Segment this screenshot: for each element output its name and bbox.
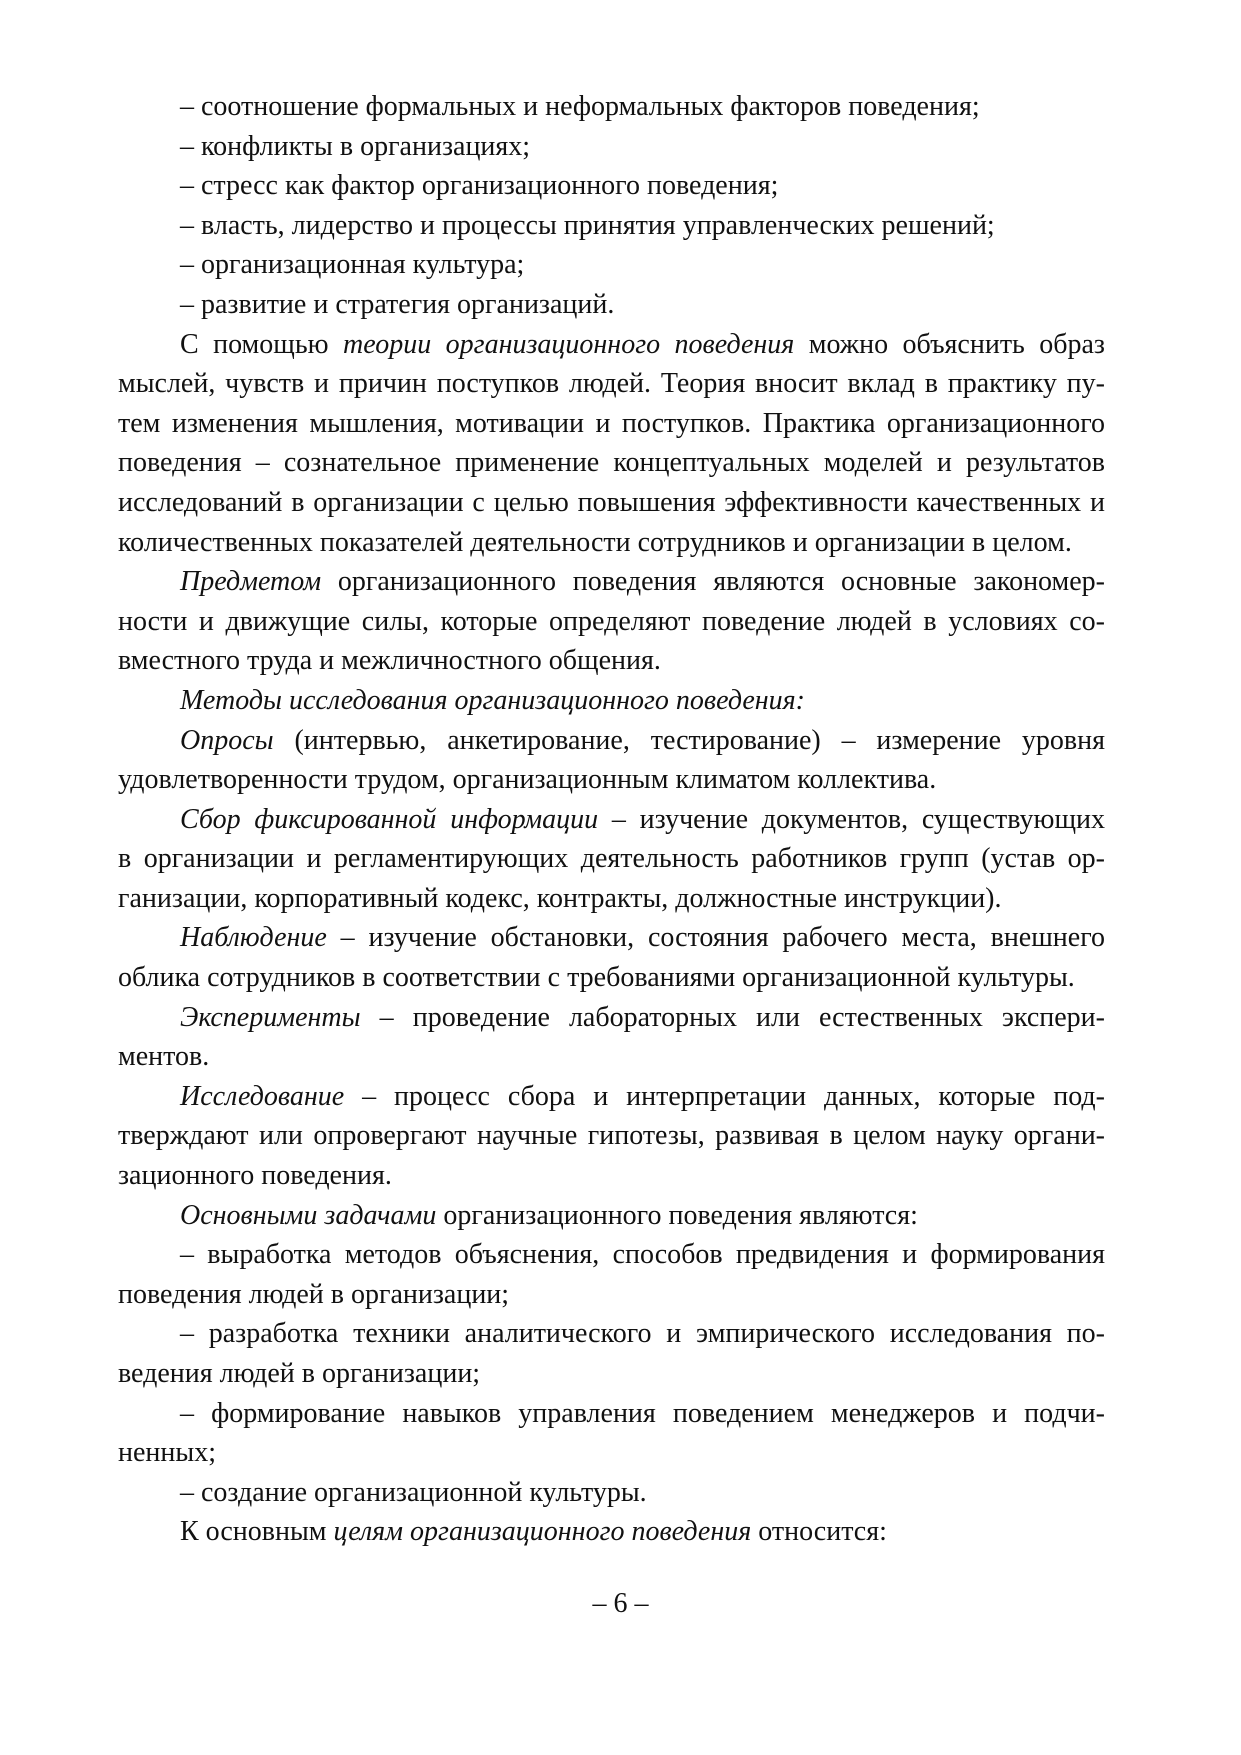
text-line (118, 760, 1105, 800)
text-segment: К основным (180, 1516, 334, 1548)
text-segment: поведения людей в организации; (118, 1278, 510, 1310)
text-line (118, 166, 1105, 206)
text-segment: – изучение обстановки, состояния рабочего места, внешнего (326, 922, 1105, 954)
italic-term: Сбор фиксированной информации (180, 803, 599, 835)
italic-term: Наблюдение (180, 922, 327, 954)
italic-term: Предметом (180, 566, 322, 598)
text-segment: тверждают или опровергают научные гипотезы, развивая в целом науку органи- (118, 1120, 1105, 1152)
text-line (118, 1394, 1105, 1434)
text-line (118, 879, 1105, 919)
text-segment: ганизации, корпоративный кодекс, контракты, должностные инструкции). (118, 882, 1002, 914)
text-line (118, 1196, 1105, 1236)
text-segment: ментов. (118, 1041, 210, 1073)
text-segment: – развитие и стратегия организаций. (180, 288, 615, 320)
text-line (118, 127, 1105, 167)
text-line (118, 562, 1105, 602)
text-line (118, 918, 1105, 958)
text-line (118, 1116, 1105, 1156)
text-line (118, 681, 1105, 721)
text-line (118, 641, 1105, 681)
text-segment: зационного поведения. (118, 1160, 392, 1192)
text-line (118, 1275, 1105, 1315)
italic-term: целям организационного поведения (333, 1516, 752, 1548)
text-segment: – организационная культура; (180, 249, 525, 281)
text-line (118, 1235, 1105, 1275)
text-line (118, 364, 1105, 404)
text-segment: облика сотрудников в соответствии с требованиями организационной культуры. (118, 962, 1075, 994)
text-segment: – стресс как фактор организационного поведения; (180, 170, 779, 202)
text-segment: удовлетворенности трудом, организационным климатом коллектива. (118, 764, 937, 796)
text-line (118, 1156, 1105, 1196)
italic-term: Опросы (180, 724, 274, 756)
text-line (118, 87, 1105, 127)
italic-term: Исследование (180, 1080, 345, 1112)
text-line (118, 1077, 1105, 1117)
text-segment: (интервью, анкетирование, тестирование) – измерение уровня (273, 724, 1105, 756)
text-line (118, 443, 1105, 483)
text-line (118, 245, 1105, 285)
text-segment: – конфликты в организациях; (180, 130, 531, 162)
italic-term: Методы исследования организационного поведения: (180, 684, 805, 716)
text-segment: – соотношение формальных и неформальных факторов поведения; (180, 91, 980, 122)
text-line (118, 206, 1105, 246)
text-line (118, 1037, 1105, 1077)
text-segment: организационного поведения являются основные закономер- (321, 566, 1105, 598)
text-segment: исследований в организации с целью повышения эффективности качественных и (118, 486, 1105, 518)
text-line (118, 1354, 1105, 1394)
text-segment: – изучение документов, существующих (598, 803, 1105, 835)
text-line (118, 1433, 1105, 1473)
text-line (118, 721, 1105, 761)
text-segment: организационного поведения являются: (436, 1199, 918, 1231)
italic-term: Основными задачами (180, 1199, 437, 1231)
italic-term: Эксперименты (180, 1001, 361, 1033)
text-line (118, 998, 1105, 1038)
text-line (118, 483, 1105, 523)
text-line (118, 1473, 1105, 1513)
text-segment: – создание организационной культуры. (180, 1476, 647, 1508)
text-line (118, 523, 1105, 563)
text-segment: вместного труда и межличностного общения. (118, 645, 661, 677)
text-line (118, 800, 1105, 840)
text-line (118, 404, 1105, 444)
text-line (118, 1314, 1105, 1354)
text-segment: количественных показателей деятельности сотрудников и организации в целом. (118, 526, 1072, 558)
text-line (118, 602, 1105, 642)
text-line (118, 285, 1105, 325)
page-body (118, 0, 1105, 1552)
text-segment: – разработка техники аналитического и эмпирического исследования по- (180, 1318, 1105, 1350)
text-segment: можно объяснить образ (794, 328, 1105, 360)
text-segment: – власть, лидерство и процессы принятия управленческих решений; (180, 209, 995, 241)
text-segment: ности и движущие силы, которые определяют поведение людей в условиях со- (118, 605, 1105, 637)
text-segment: мыслей, чувств и причин поступков людей. Теория вносит вклад в практику пу- (118, 368, 1105, 400)
text-segment: в организации и регламентирующих деятельность работников групп (устав ор- (118, 843, 1105, 875)
italic-term: теории организационного поведения (342, 328, 795, 360)
text-segment: – выработка методов объяснения, способов предвидения и формирования (180, 1239, 1105, 1271)
text-segment: ведения людей в организации; (118, 1358, 481, 1389)
text-segment: С помощью (180, 328, 343, 360)
text-line (118, 325, 1105, 365)
text-segment: – формирование навыков управления поведением менеджеров и подчи- (180, 1397, 1105, 1429)
text-segment: – процесс сбора и интерпретации данных, которые под- (344, 1080, 1105, 1112)
text-line (118, 839, 1105, 879)
page-number: – 6 – (592, 1587, 649, 1619)
text-segment: тем изменения мышления, мотивации и поступков. Практика организационного (118, 407, 1105, 439)
text-segment: ненных; (118, 1437, 216, 1469)
text-line (118, 958, 1105, 998)
text-segment: относится: (751, 1516, 887, 1548)
text-line (118, 1512, 1105, 1552)
text-segment: – проведение лабораторных или естественных экспери- (360, 1001, 1105, 1033)
text-segment: поведения – сознательное применение концептуальных моделей и результатов (118, 447, 1105, 479)
